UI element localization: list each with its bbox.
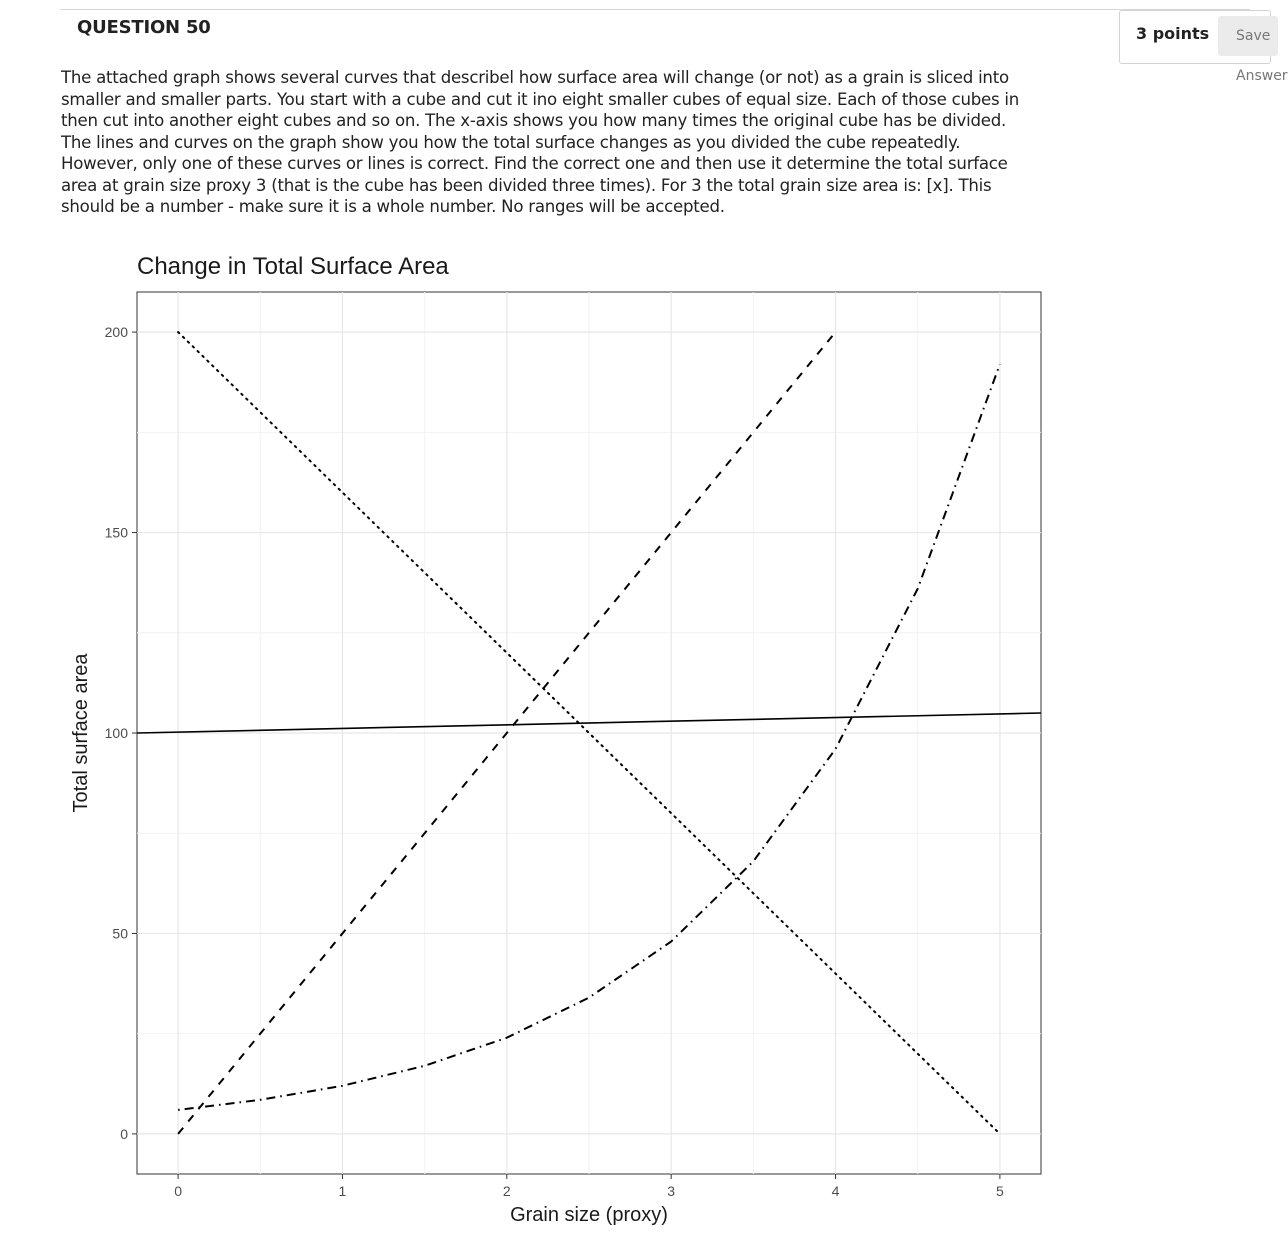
x-tick-label: 4 bbox=[831, 1183, 840, 1199]
x-axis-title: Grain size (proxy) bbox=[510, 1204, 668, 1226]
x-tick-label: 2 bbox=[502, 1183, 511, 1199]
y-tick-label: 150 bbox=[104, 524, 128, 541]
prompt-line: should be a number - make sure it is a whole number. No ranges will be accepted. bbox=[61, 197, 725, 216]
question-title: QUESTION 50 bbox=[77, 17, 211, 38]
x-tick-label: 3 bbox=[667, 1183, 676, 1199]
y-tick-label: 50 bbox=[112, 925, 128, 942]
y-tick-label: 0 bbox=[120, 1125, 128, 1142]
prompt-line: The lines and curves on the graph show you how the total surface changes as you divided the cube repeatedly. bbox=[61, 132, 961, 152]
prompt-line: then cut into another eight cubes and so on. The x-axis shows you how many times the original cube has be divided. bbox=[61, 111, 1007, 130]
prompt-line: However, only one of these curves or lines is correct. Find the correct one and then use it determine the total surface bbox=[61, 154, 1008, 173]
x-tick-label: 0 bbox=[174, 1183, 182, 1199]
x-tick-label: 1 bbox=[338, 1183, 347, 1199]
y-tick-label: 200 bbox=[104, 324, 128, 341]
y-tick-label: 100 bbox=[104, 725, 128, 741]
save-answer-button[interactable]: Save Answer bbox=[1218, 16, 1278, 56]
prompt-line: The attached graph shows several curves that describel how surface area will change (or not) as a grain is sliced into bbox=[61, 68, 1009, 87]
x-tick-label: 5 bbox=[996, 1183, 1004, 1199]
points-label: 3 points bbox=[1136, 24, 1210, 43]
y-axis-title: Total surface area bbox=[70, 653, 92, 813]
chart-title: Change in Total Surface Area bbox=[137, 253, 449, 280]
prompt-line: area at grain size proxy 3 (that is the cube has been divided three times). For 3 the total grain size area is: [x]. This bbox=[61, 175, 992, 195]
prompt-line: smaller and smaller parts. You start with a cube and cut it ino eight smaller cubes of equal size. Each of those cubes in bbox=[61, 89, 1020, 109]
